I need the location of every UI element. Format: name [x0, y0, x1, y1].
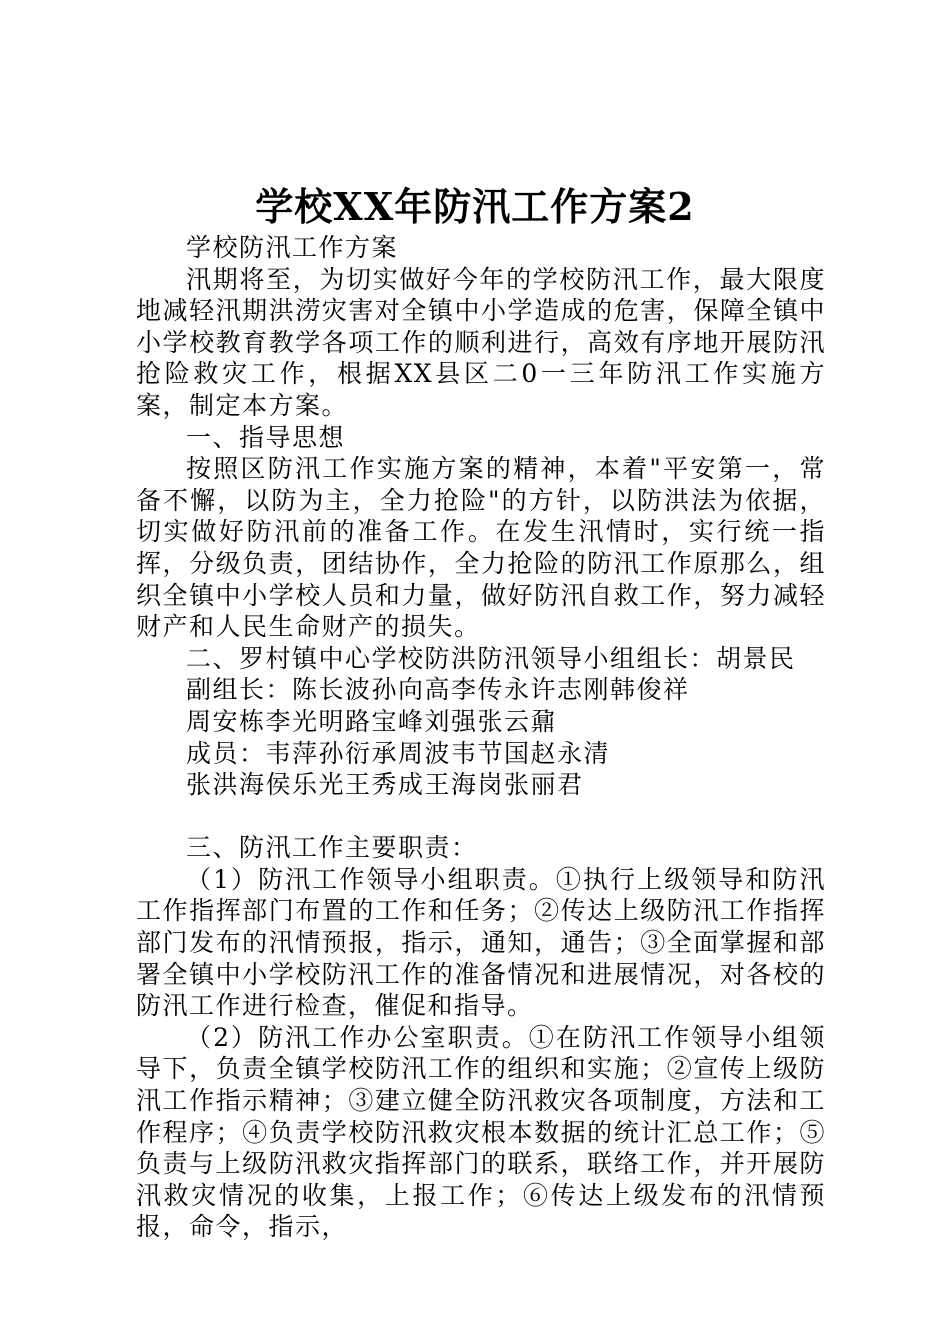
paragraph-duty-2: （2）防汛工作办公室职责。①在防汛工作领导小组领导下，负责全镇学校防汛工作的组织和实施；②宣传上级防汛工作指示精神；③建立健全防汛救灾各项制度，方法和工作程序；④负责学校防汛救灾根本数据的统计汇总工作；⑤负责与上级防汛救灾指挥部门的联系，联络工作，并开展防汛救灾情况的收集，上报工作；⑥传达上级发布的汛情预报，命令，指示，: [136, 1022, 826, 1242]
paragraph-deputy-leaders-cont: 周安栋李光明路宝峰刘强张云鼐: [186, 706, 558, 736]
paragraph-members: 成员：韦萍孙衍承周波韦节国赵永清: [186, 738, 611, 768]
paragraph-guiding-ideology: 按照区防汛工作实施方案的精神，本着"平安第一，常备不懈，以防为主，全力抢险"的方针，以防洪法为依据，切实做好防汛前的准备工作。在发生汛情时，实行统一指挥，分级负责，团结协作，全力抢险的防汛工作原那么，组织全镇中小学校人员和力量，做好防汛自救工作，努力减轻财产和人民生命财产的损失。: [136, 454, 826, 642]
section-heading-duties: 三、防汛工作主要职责：: [186, 833, 478, 863]
document-body: [136, 232, 826, 1243]
section-heading-guiding-ideology: 一、指导思想: [186, 422, 346, 452]
document-title: 学校XX年防汛工作方案2: [255, 184, 695, 229]
paragraph-duty-1: （1）防汛工作领导小组职责。①执行上级领导和防汛工作指挥部门布置的工作和任务；②传达上级防汛工作指挥部门发布的汛情预报，指示，通知，通告；③全面掌握和部署全镇中小学校防汛工作的准备情况和进展情况，对各校的防汛工作进行检查，催促和指导。: [136, 864, 826, 1021]
section-heading-leadership-group: 二、罗村镇中心学校防洪防汛领导小组组长：胡景民: [186, 643, 796, 673]
paragraph-deputy-leaders: 副组长：陈长波孙向高李传永许志刚韩俊祥: [186, 675, 690, 705]
paragraph-members-cont: 张洪海侯乐光王秀成王海岗张丽君: [186, 770, 584, 800]
paragraph-subtitle: 学校防汛工作方案: [186, 233, 399, 262]
paragraph-intro: 汛期将至，为切实做好今年的学校防汛工作，最大限度地减轻汛期洪涝灾害对全镇中小学造成的危害，保障全镇中小学校教育教学各项工作的顺利进行，高效有序地开展防汛抢险救灾工作，根据XX县区二0一三年防汛工作实施方案，制定本方案。: [136, 264, 826, 420]
